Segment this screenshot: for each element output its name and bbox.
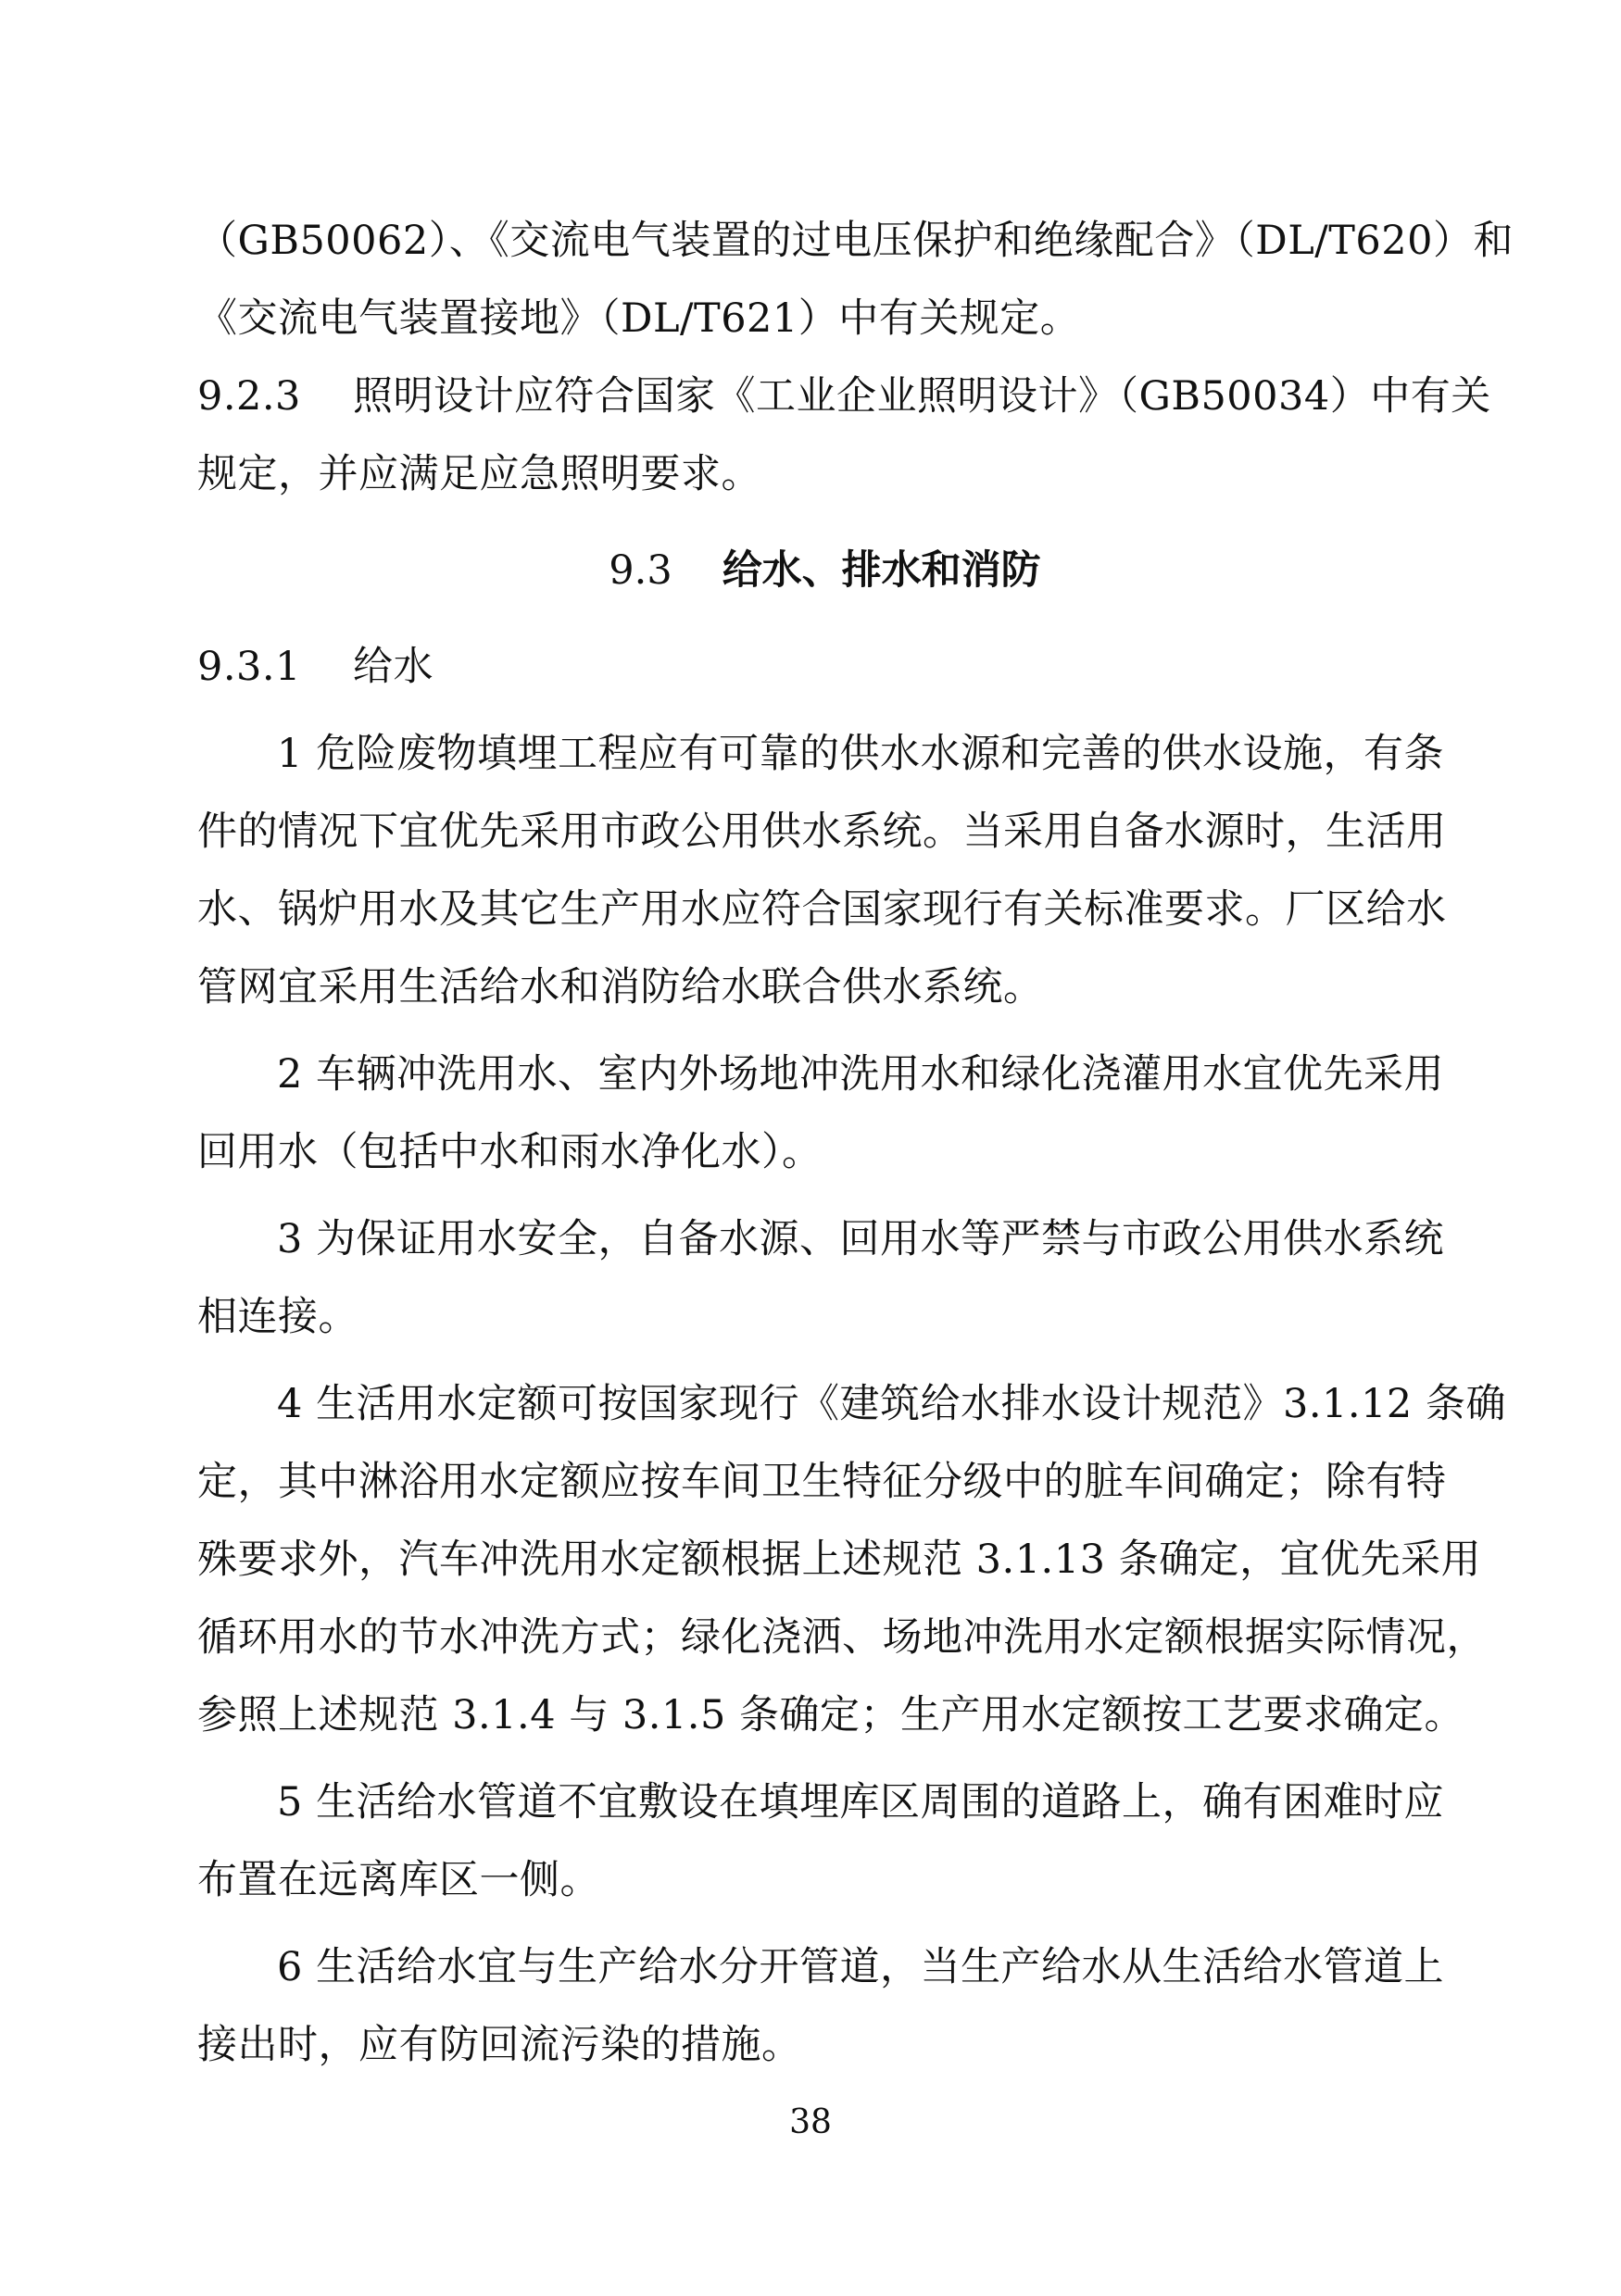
text-line: 布置在远离库区一侧。 <box>197 1857 600 1903</box>
text-line: 件的情况下宜优先采用市政公用供水系统。当采用自备水源时，生活用 <box>197 809 1447 855</box>
text-line: 5 生活给水管道不宜敷设在填埋库区周围的道路上，确有困难时应 <box>277 1779 1445 1826</box>
text-line: 殊要求外，汽车冲洗用水定额根据上述规范 3.1.13 条确定，宜优先采用 <box>197 1537 1482 1583</box>
clause-number: 9.3.1 <box>197 644 301 690</box>
list-item-5 <box>197 1763 1452 1919</box>
document-body <box>197 202 1514 2084</box>
text-line: 6 生活给水宜与生产给水分开管道，当生产给水从生活给水管道上 <box>277 1944 1445 1990</box>
list-item-6 <box>197 1928 1452 2084</box>
text-line: 3 为保证用水安全，自备水源、回用水等严禁与市政公用供水系统 <box>277 1216 1445 1262</box>
section-title: 给水、排水和消防 <box>722 547 1041 594</box>
text-line: 相连接。 <box>197 1294 358 1340</box>
clause-number: 9.2.3 <box>197 373 301 420</box>
text-line: 水、锅炉用水及其它生产用水应符合国家现行有关标准要求。厂区给水 <box>197 886 1447 933</box>
list-item-2 <box>197 1035 1452 1191</box>
text-line: 2 车辆冲洗用水、室内外场地冲洗用水和绿化浇灌用水宜优先采用 <box>277 1051 1445 1098</box>
text-line: 规定，并应满足应急照明要求。 <box>197 451 761 497</box>
section-number: 9.3 <box>609 547 672 594</box>
text-line: 回用水（包括中水和雨水净化水）。 <box>197 1129 823 1175</box>
clause-text: 照明设计应符合国家《工业企业照明设计》（GB50034）中有关 <box>353 373 1491 420</box>
list-item-4 <box>197 1365 1506 1754</box>
text-line: 1 危险废物填埋工程应有可靠的供水水源和完善的供水设施，有条 <box>277 731 1445 777</box>
clause-title: 给水 <box>353 644 434 690</box>
clause-9-2-3 <box>197 358 1491 435</box>
text-line: 循环用水的节水冲洗方式；绿化浇洒、场地冲洗用水定额根据实际情况， <box>197 1614 1487 1661</box>
text-line: 接出时，应有防回流污染的措施。 <box>197 2022 802 2068</box>
text-line: 4 生活用水定额可按国家现行《建筑给水排水设计规范》3.1.12 条确 <box>277 1381 1506 1427</box>
list-item-3 <box>197 1200 1452 1356</box>
text-line: 管网宜采用生活给水和消防给水联合供水系统。 <box>197 964 1044 1010</box>
text-line: 定，其中淋浴用水定额应按车间卫生特征分级中的脏车间确定；除有特 <box>197 1459 1447 1505</box>
clause-9-3-1 <box>197 628 1452 706</box>
text-line: 《交流电气装置接地》（DL/T621）中有关规定。 <box>197 295 1081 342</box>
page-number: 38 <box>789 2103 832 2141</box>
text-line: 参照上述规范 3.1.4 与 3.1.5 条确定；生产用水定额按工艺要求确定。 <box>197 1692 1464 1738</box>
section-heading-9-3 <box>197 532 1452 609</box>
list-item-1 <box>197 715 1452 1026</box>
text-line: （GB50062）、《交流电气装置的过电压保护和绝缘配合》（DL/T620）和 <box>197 218 1514 264</box>
